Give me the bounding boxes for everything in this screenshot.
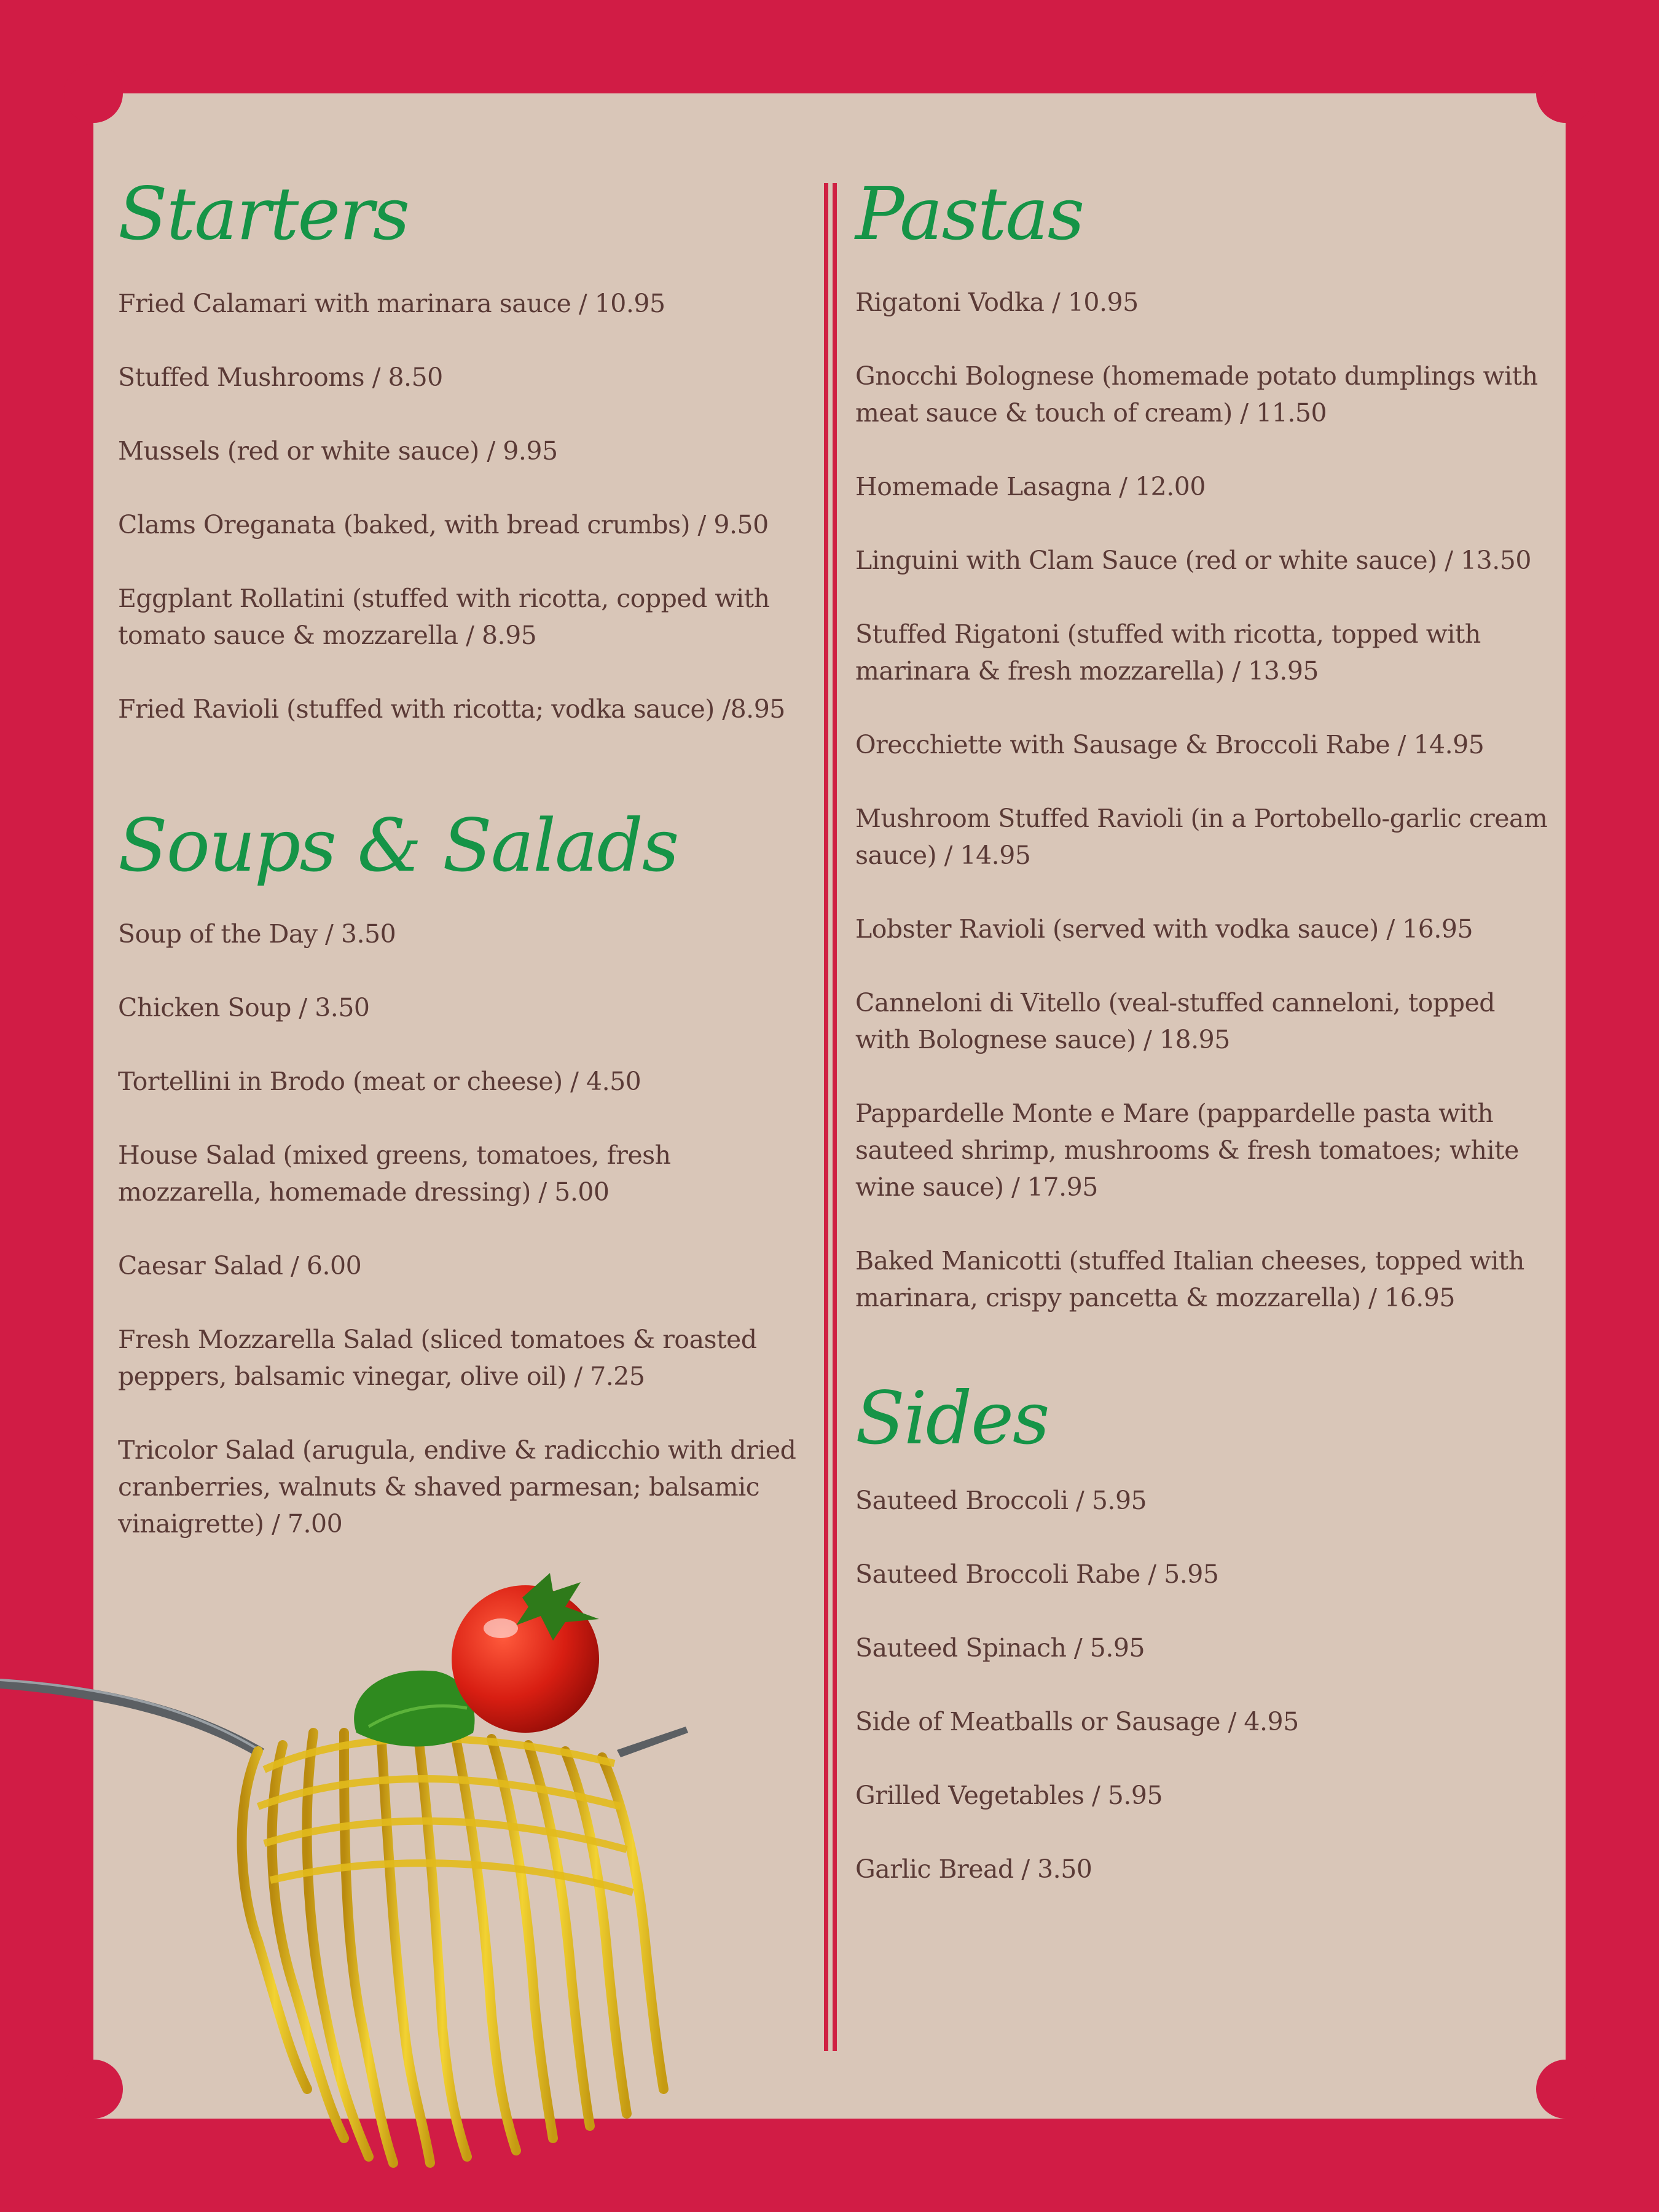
menu-item: Fried Ravioli (stuffed with ricotta; vodka sauce) /8.95 xyxy=(118,694,785,724)
menu-item: Mushroom Stuffed Ravioli (in a Portobello-garlic cream sauce) / 14.95 xyxy=(855,804,1548,870)
menu-item: Rigatoni Vodka / 10.95 xyxy=(855,288,1139,317)
soups-salads-heading: Soups & Salads xyxy=(118,803,678,888)
menu-item: Lobster Ravioli (served with vodka sauce) / 16.95 xyxy=(855,914,1473,944)
menu-item: Clams Oreganata (baked, with bread crumbs) / 9.50 xyxy=(118,510,769,539)
menu-item: Soup of the Day / 3.50 xyxy=(118,919,396,949)
menu-item: Tricolor Salad (arugula, endive & radicchio with dried cranberries, walnuts & shaved parmesan; balsamic vinaigrette) / 7.00 xyxy=(118,1435,796,1539)
panel-corner-notch xyxy=(64,64,123,123)
menu-item: Linguini with Clam Sauce (red or white sauce) / 13.50 xyxy=(855,546,1531,575)
menu-item: Homemade Lasagna / 12.00 xyxy=(855,472,1206,501)
menu-item: Fried Calamari with marinara sauce / 10.95 xyxy=(118,289,665,318)
menu-item: Caesar Salad / 6.00 xyxy=(118,1251,362,1281)
menu-item: Sauteed Spinach / 5.95 xyxy=(855,1633,1145,1663)
menu-item: Canneloni di Vitello (veal-stuffed canneloni, topped with Bolognese sauce) / 18.95 xyxy=(855,988,1495,1054)
pasta-on-fork-icon xyxy=(0,1548,707,2175)
menu-item: Garlic Bread / 3.50 xyxy=(855,1854,1092,1884)
menu-item: House Salad (mixed greens, tomatoes, fresh mozzarella, homemade dressing) / 5.00 xyxy=(118,1140,671,1207)
menu-item: Mussels (red or white sauce) / 9.95 xyxy=(118,436,558,466)
pastas-heading: Pastas xyxy=(855,171,1084,256)
column-divider xyxy=(824,183,828,2051)
menu-item: Tortellini in Brodo (meat or cheese) / 4.50 xyxy=(118,1067,641,1096)
menu-item: Stuffed Rigatoni (stuffed with ricotta, topped with marinara & fresh mozzarella) / 13.95 xyxy=(855,619,1481,686)
starters-heading: Starters xyxy=(118,171,409,256)
menu-item: Baked Manicotti (stuffed Italian cheeses, topped with marinara, crispy pancetta & mozzarella) / 16.95 xyxy=(855,1246,1524,1312)
menu-item: Side of Meatballs or Sausage / 4.95 xyxy=(855,1707,1299,1736)
menu-item: Fresh Mozzarella Salad (sliced tomatoes & roasted peppers, balsamic vinegar, olive oil) / 7.25 xyxy=(118,1325,757,1391)
menu-item: Gnocchi Bolognese (homemade potato dumplings with meat sauce & touch of cream) / 11.50 xyxy=(855,361,1538,428)
menu-item: Stuffed Mushrooms / 8.50 xyxy=(118,363,443,392)
menu-item: Eggplant Rollatini (stuffed with ricotta, copped with tomato sauce & mozzarella / 8.95 xyxy=(118,584,770,650)
menu-item: Sauteed Broccoli / 5.95 xyxy=(855,1486,1147,1515)
sides-heading: Sides xyxy=(855,1376,1049,1461)
menu-item: Orecchiette with Sausage & Broccoli Rabe / 14.95 xyxy=(855,730,1484,759)
panel-corner-notch xyxy=(1536,2060,1595,2119)
menu-item: Pappardelle Monte e Mare (pappardelle pasta with sauteed shrimp, mushrooms & fresh tomatoes; white wine sauce) / 17.95 xyxy=(855,1099,1519,1202)
panel-corner-notch xyxy=(1536,64,1595,123)
menu-item: Sauteed Broccoli Rabe / 5.95 xyxy=(855,1559,1219,1589)
menu-item: Chicken Soup / 3.50 xyxy=(118,993,370,1022)
column-divider xyxy=(833,183,837,2051)
menu-item: Grilled Vegetables / 5.95 xyxy=(855,1781,1163,1810)
